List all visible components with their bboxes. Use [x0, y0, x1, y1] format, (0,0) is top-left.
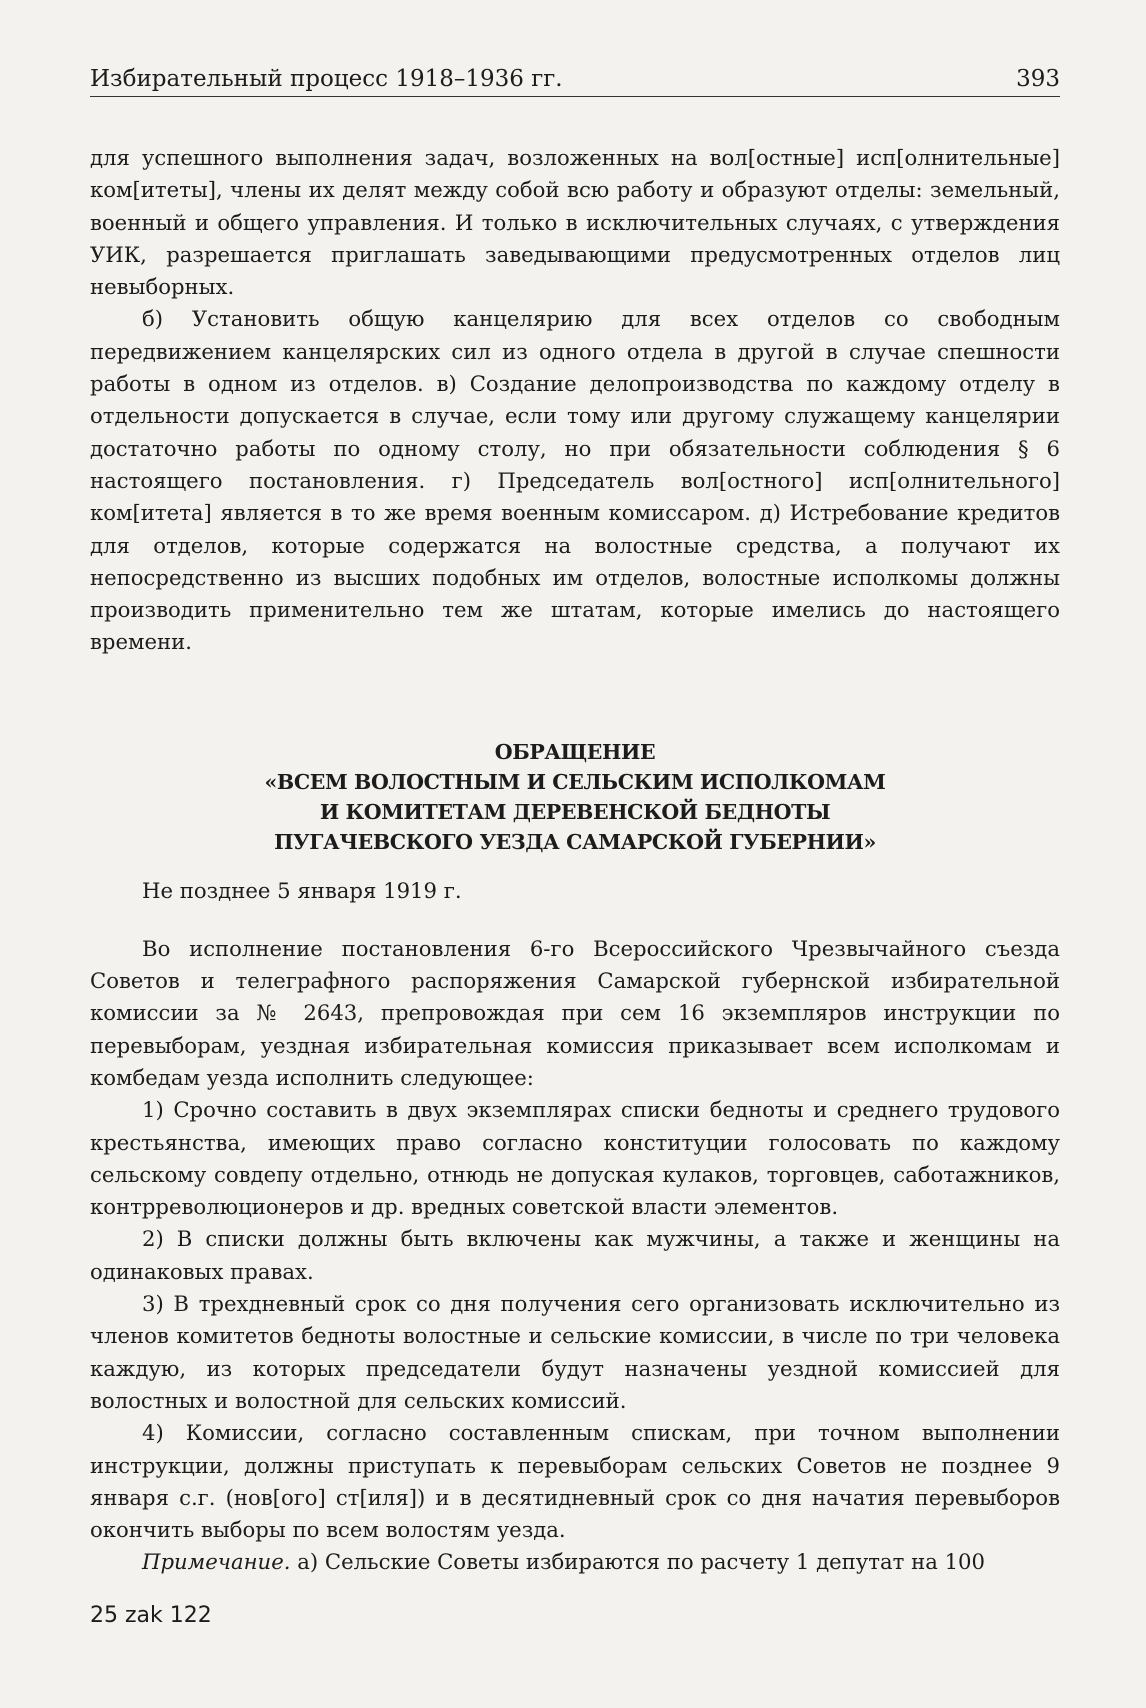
- paragraph-intro: Во исполнение постановления 6-го Всероссийского Чрезвычайного съезда Советов и телеграфного распоряжения Самарской губернской избирательной комиссии за № 2643, препровождая при сем 16 экземпляров инструкции по перевыборам, уездная избирательная комиссия приказывает всем исполкомам и комбедам уезда исполнить следующее:: [90, 935, 1060, 1090]
- running-header: [90, 56, 1060, 97]
- note-label: Примечание.: [142, 1549, 291, 1575]
- document-body: [90, 142, 1060, 1579]
- heading-line-1: ОБРАЩЕНИЕ: [494, 739, 656, 764]
- note-text: а) Сельские Советы избираются по расчету 1 депутат на 100: [290, 1549, 986, 1575]
- paragraph-item-4: 4) Комиссии, согласно составленным спискам, при точном выполнении инструкции, должны приступать к перевыборам сельских Советов не позднее 9 января с.г. (нов[ого] ст[иля]) и в десятидневный срок со дня начатия перевыборов окончить выборы по всем волостям уезда.: [90, 1420, 1060, 1543]
- footer-print-mark: 25 zak 122: [90, 1603, 212, 1628]
- section-heading: [90, 737, 1060, 857]
- paragraph-note: [90, 1546, 1060, 1578]
- document-date: Не позднее 5 января 1919 г.: [142, 877, 462, 903]
- paragraph-continuation: для успешного выполнения задач, возложенных на вол[остные] исп[олнительные] ком[итеты], члены их делят между собой всю работу и образуют отделы: земельный, военный и общего управления. И только в исключительных случаях, с утверждения УИК, разрешается приглашать заведывающими предусмотренных отделов лиц невыборных.: [90, 145, 1060, 300]
- header-title: Избирательный процесс 1918–1936 гг.: [90, 66, 563, 92]
- paragraph-item-1: 1) Срочно составить в двух экземплярах списки бедноты и среднего трудового крестьянства, имеющих право согласно конституции голосовать по каждому сельскому совдепу отдельно, отнюдь не допуская кулаков, торговцев, саботажников, контрреволюционеров и др. вредных советской власти элементов.: [90, 1097, 1060, 1220]
- heading-line-3: И КОМИТЕТАМ ДЕРЕВЕНСКОЙ БЕДНОТЫ: [319, 799, 831, 824]
- heading-line-4: ПУГАЧЕВСКОГО УЕЗДА САМАРСКОЙ ГУБЕРНИИ»: [274, 829, 876, 854]
- main-text: [90, 933, 1060, 1579]
- page-number: 393: [1016, 66, 1060, 92]
- heading-line-2: «ВСЕМ ВОЛОСТНЫМ И СЕЛЬСКИМ ИСПОЛКОМАМ: [264, 769, 886, 794]
- paragraph-item-2: 2) В списки должны быть включены как мужчины, а также и женщины на одинаковых правах.: [90, 1226, 1060, 1284]
- paragraph-item-3: 3) В трехдневный срок со дня получения сего организовать исключительно из членов комитетов бедноты волостные и сельские комиссии, в числе по три человека каждую, из которых председатели будут назначены уездной комиссией для волостных и волостной для сельских комиссий.: [90, 1291, 1060, 1413]
- paragraph-b: б) Установить общую канцелярию для всех отделов со свободным передвижением канцелярских сил из одного отдела в другой в случае спешности работы в одном из отделов. в) Создание делопроизводства по каждому отделу в отдельности допускается в случае, если тому или другому служащему канцелярии достаточно работы по одному столу, но при обязательности соблюдения § 6 настоящего постановления. г) Председатель вол[остного] исп[олнительного] ком[итета] является в то же время военным комиссаром. д) Истребование кредитов для отделов, которые содержатся на волостные средства, а получают их непосредственно из высших подобных им отделов, волостные исполкомы должны производить применительно тем же штатам, которые имелись до настоящего времени.: [90, 306, 1060, 655]
